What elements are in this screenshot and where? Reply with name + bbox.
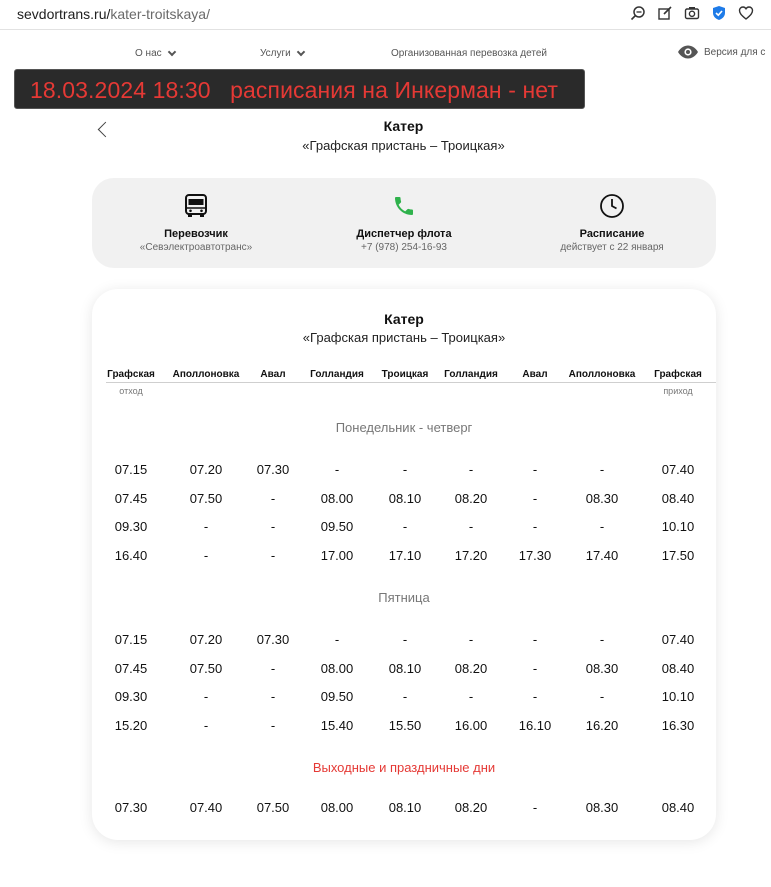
nav-item-label: Услуги <box>260 48 291 59</box>
header-divider <box>106 382 716 383</box>
time-cell: 17.40 <box>585 547 619 563</box>
schedule-validity: действует с 22 января <box>560 242 664 253</box>
time-cell: - <box>532 519 538 534</box>
time-cell: - <box>402 462 408 477</box>
column-header: Авал <box>260 369 286 380</box>
time-cell: 09.50 <box>320 519 354 534</box>
browser-address-bar[interactable] <box>0 0 771 30</box>
alert-banner: 18.03.2024 18:30 расписания на Инкерман - нет <box>14 69 585 109</box>
page-title: Катер <box>383 118 424 134</box>
nav-item-label: Версия для с <box>704 46 766 58</box>
time-cell: 07.20 <box>189 462 223 477</box>
page-subtitle: «Графская пристань – Троицкая» <box>302 138 505 153</box>
time-cell: - <box>599 519 605 534</box>
time-cell: 08.00 <box>320 660 354 676</box>
time-cell: 07.30 <box>256 632 290 647</box>
url-field[interactable] <box>17 6 210 22</box>
time-cell: 08.10 <box>388 660 422 676</box>
time-cell: - <box>270 660 276 676</box>
time-cell: 08.30 <box>585 800 619 815</box>
time-cell: 07.50 <box>189 490 223 506</box>
time-cell: 07.40 <box>661 632 695 647</box>
time-cell: - <box>270 717 276 733</box>
eye-icon <box>677 45 699 59</box>
time-cell: 15.50 <box>388 717 422 733</box>
time-cell: 10.10 <box>661 519 695 534</box>
time-cell: - <box>599 632 605 647</box>
time-cell: - <box>468 632 474 647</box>
time-cell: 17.50 <box>661 547 695 563</box>
time-cell: 07.40 <box>189 800 223 815</box>
schedule-label: Расписание <box>579 228 645 240</box>
time-cell: - <box>532 660 538 676</box>
column-header: Авал <box>522 369 548 380</box>
time-cell: - <box>203 547 209 563</box>
carrier-value: «Севэлектроавтотранс» <box>139 242 253 253</box>
time-cell: 07.15 <box>114 632 148 647</box>
column-header: Графская <box>654 369 702 380</box>
chevron-down-icon <box>167 48 175 56</box>
nav-item-children-transport[interactable] <box>391 48 547 59</box>
column-header: Аполлоновка <box>568 369 636 380</box>
time-cell: 08.30 <box>585 490 619 506</box>
dispatcher-label: Диспетчер флота <box>356 228 452 240</box>
section-title: Понедельник - четверг <box>335 420 473 435</box>
nav-item-about[interactable] <box>135 48 175 59</box>
bus-icon <box>96 192 296 220</box>
column-header: Голландия <box>444 369 498 380</box>
nav-item-label: О нас <box>135 48 162 59</box>
time-cell: 16.00 <box>454 717 488 733</box>
time-cell: 08.40 <box>661 800 695 815</box>
time-cell: 17.30 <box>518 547 552 563</box>
camera-icon[interactable] <box>683 4 701 22</box>
url-path: kater-troitskaya/ <box>110 6 210 22</box>
nav-item-label: Организованная перевозка детей <box>391 48 547 59</box>
time-cell: 07.45 <box>114 660 148 676</box>
time-cell: - <box>402 632 408 647</box>
time-cell: - <box>599 462 605 477</box>
time-cell: 16.20 <box>585 717 619 733</box>
site-nav <box>0 44 771 64</box>
time-cell: 15.20 <box>114 717 148 733</box>
time-cell: 08.10 <box>388 800 422 815</box>
time-cell: 16.40 <box>114 547 148 563</box>
time-cell: 16.10 <box>518 717 552 733</box>
phone-icon <box>304 192 504 220</box>
column-header: Голландия <box>310 369 364 380</box>
column-header: Троицкая <box>381 369 429 380</box>
time-cell: 17.20 <box>454 547 488 563</box>
time-cell: - <box>334 462 340 477</box>
time-cell: - <box>468 462 474 477</box>
time-cell: 08.40 <box>661 660 695 676</box>
section-title: Пятница <box>378 590 430 605</box>
time-cell: - <box>468 519 474 534</box>
nav-item-accessibility[interactable] <box>677 45 765 59</box>
time-cell: 08.00 <box>320 800 354 815</box>
shield-icon[interactable] <box>710 4 728 22</box>
time-cell: 08.00 <box>320 490 354 506</box>
url-domain: sevdortrans.ru/ <box>17 6 111 22</box>
column-note: приход <box>663 386 693 396</box>
time-cell: 07.30 <box>256 462 290 477</box>
info-carrier <box>96 192 296 253</box>
column-header: Аполлоновка <box>172 369 240 380</box>
time-cell: 17.10 <box>388 547 422 563</box>
time-cell: - <box>532 490 538 506</box>
time-cell: - <box>599 689 605 704</box>
time-cell: - <box>468 689 474 704</box>
time-cell: - <box>203 689 209 704</box>
browser-toolbar <box>629 4 755 22</box>
time-cell: - <box>532 632 538 647</box>
time-cell: 07.50 <box>189 660 223 676</box>
time-cell: - <box>270 490 276 506</box>
section-title: Выходные и праздничные дни <box>312 760 496 775</box>
time-cell: - <box>334 632 340 647</box>
time-cell: 09.30 <box>114 689 148 704</box>
time-cell: 09.50 <box>320 689 354 704</box>
info-card <box>92 178 716 268</box>
time-cell: - <box>270 519 276 534</box>
info-schedule <box>512 192 712 253</box>
time-cell: 15.40 <box>320 717 354 733</box>
time-cell: 07.15 <box>114 462 148 477</box>
time-cell: - <box>532 462 538 477</box>
chevron-down-icon <box>297 48 305 56</box>
heart-icon[interactable] <box>737 4 755 22</box>
time-cell: - <box>270 547 276 563</box>
schedule-subtitle: «Графская пристань – Троицкая» <box>302 330 506 345</box>
time-cell: 16.30 <box>661 717 695 733</box>
edit-icon[interactable] <box>656 4 674 22</box>
schedule-card <box>92 289 716 840</box>
time-cell: - <box>532 689 538 704</box>
time-cell: 08.20 <box>454 660 488 676</box>
schedule-title: Катер <box>384 311 424 327</box>
clock-icon <box>512 192 712 220</box>
time-cell: - <box>270 689 276 704</box>
time-cell: 10.10 <box>661 689 695 704</box>
nav-item-services[interactable] <box>260 48 304 59</box>
time-cell: 09.30 <box>114 519 148 534</box>
time-cell: - <box>402 689 408 704</box>
time-cell: - <box>203 519 209 534</box>
time-cell: 08.10 <box>388 490 422 506</box>
zoom-icon[interactable] <box>629 4 647 22</box>
dispatcher-phone[interactable]: +7 (978) 254-16-93 <box>361 242 447 253</box>
info-dispatcher[interactable] <box>304 192 504 253</box>
time-cell: 07.30 <box>114 800 148 815</box>
time-cell: - <box>203 717 209 733</box>
time-cell: 17.00 <box>320 547 354 563</box>
time-cell: 08.40 <box>661 490 695 506</box>
column-header: Графская <box>107 369 155 380</box>
time-cell: 07.20 <box>189 632 223 647</box>
time-cell: - <box>402 519 408 534</box>
time-cell: 07.40 <box>661 462 695 477</box>
time-cell: - <box>532 800 538 815</box>
time-cell: 08.20 <box>454 490 488 506</box>
time-cell: 07.50 <box>256 800 290 815</box>
column-note: отход <box>119 386 143 396</box>
carrier-label: Перевозчик <box>164 228 228 240</box>
time-cell: 08.20 <box>454 800 488 815</box>
time-cell: 08.30 <box>585 660 619 676</box>
time-cell: 07.45 <box>114 490 148 506</box>
